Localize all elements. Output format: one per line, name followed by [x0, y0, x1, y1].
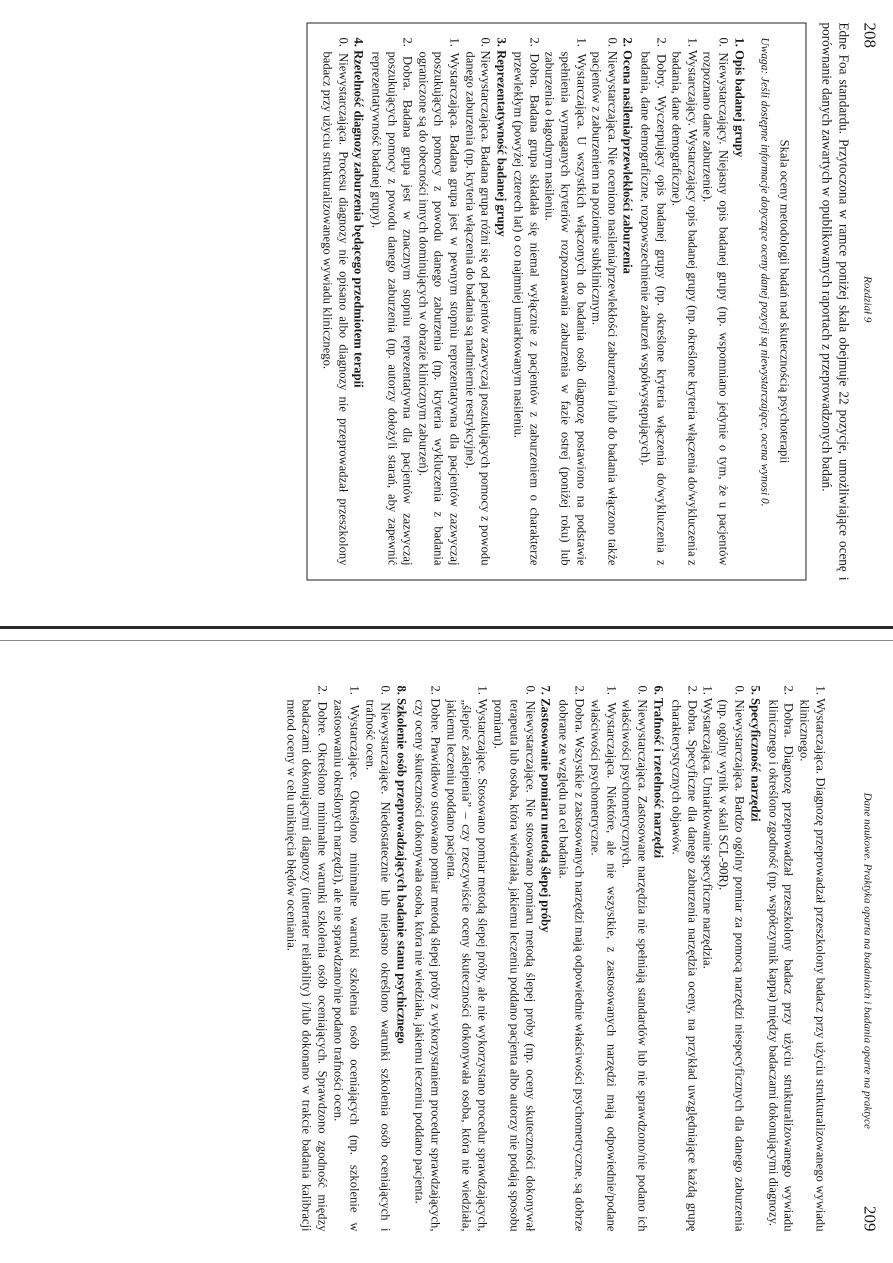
intro-paragraph: Edne Foa standardu. Przytoczona w ramce poniżej skala obejmuje 22 pozycje, umożliwiające ocenę i porównanie danych zawartych w opublikowanych raportach z przeprowadzonych badań. — [819, 22, 851, 580]
rating-option: 0. Niewystarczające. Niedostatecznie lub niejasno określono warunki szkolenia osób oceniających i trafność ocen. — [362, 685, 393, 1231]
section-title: 4. Rzetelność diagnozy zaburzenia będącego przedmiotem terapii — [351, 37, 366, 388]
rating-option: 2. Dobra. Diagnozę przeprowadzał przeszkolony badacz przy użyciu strukturalizowanego wywiadu klinicznego i określono zgodność (np. współczynnik kappa) między badaczami dokonującymi diagnozy. — [765, 685, 796, 1231]
rating-option: 2. Dobra. Badana grupa jest w znacznym stopniu reprezentatywna dla pacjentów zazwyczaj poszukujących pomocy z powodu danego zaburzenia (np. autorzy dołożyli starań, aby zapewnić reprezentatywność badanej grupy). — [368, 37, 415, 565]
rating-option: 1. Wystarczająca. Niektóre, ale nie wszystkie, z zastosowanych narzędzi mają odpowiednie/podane właściwości psychometryczne. — [587, 685, 618, 1231]
section-title: 1. Opis badanej grupy — [731, 37, 746, 157]
page-209 — [0, 663, 893, 1263]
page-208 — [0, 0, 893, 600]
rating-option: 1. Wystarczająca. U wszystkich włączonych do badania osób diagnozę postawiono na podstawie spełnienia wymaganych kryteriów rozpoznawania zaburzenia w fazie ostrej (poniżej roku) lub zaburzenia o łagodnym nasileniu. — [542, 37, 588, 565]
section-title: 5. Specyficzność narzędzi — [747, 685, 762, 822]
running-head — [859, 685, 879, 1231]
page-number: 209 — [860, 1205, 879, 1231]
chapter-title: Rozdział 9 — [861, 275, 873, 322]
rating-option: 0. Niewystarczająca. Bardzo ogólny pomiar za pomocą narzędzi niespecyficznych dla danego zaburzenia (np. ogólny wynik w skali SCL-90R). — [716, 685, 747, 1231]
rating-option: 0. Niewystarczająca. Zastosowane narzędzia nie spełniają standardów lub nie sprawdzono/nie podano ich właściwości psychometrycznych. — [619, 685, 650, 1231]
rating-option: 1. Wystarczający. Wystarczający opis badanej grupy (np. określone kryteria włączenia do/wykluczenia z badania, dane demograficzne). — [669, 37, 699, 565]
rating-option: 2. Dobry. Wyczerpujący opis badanej grupy (np. określone kryteria włączenia do/wykluczenia z badania, dane demograficzne, rozpowszechnienie zaburzeń współwystępujących). — [638, 37, 668, 565]
rating-option: 0. Niewystarczający. Niejasny opis badanej grupy (np. wspomniano jedynie o tym, że u pacjentów rozpoznano dane zaburzenie). — [700, 37, 731, 565]
rating-option: 2. Dobre. Określono minimalne warunki szkolenia osób oceniających. Sprawdzono zgodność między badaczami dokonującymi diagnozy (interrater reliability) i/lub dokonano w trakcie badania kalibracji metod oceny w celu uniknięcia błędów oceniania. — [283, 685, 330, 1231]
section-title: 7. Zastosowanie pomiaru metodą ślepej próby — [538, 685, 553, 932]
page-gutter-shadow — [0, 640, 893, 641]
rating-option: 0. Niewystarczająca. Badana grupa różni się od pacjentów zazwyczaj poszukujących pomocy z powodu danego zaburzenia (np. kryteria włączenia do badania są nadmiernie restrykcyjne). — [462, 37, 493, 565]
rating-option: 1. Wystarczająca. Diagnozę przeprowadzał przeszkolony badacz przy użyciu strukturalizowanego wywiadu klinicznego. — [797, 685, 827, 1231]
rating-option: 2. Dobra. Badana grupa składała się niemal wyłącznie z pacjentów z zaburzeniem o charakterze przewlekłym (powyżej czterech lat) o co najmniej umiarkowanym nasileniu. — [511, 37, 541, 565]
section-title: 3. Reprezentatywność badanej grupy — [493, 37, 508, 237]
section-title: 2. Ocena nasilenia/przewlekłości zaburzenia — [620, 37, 635, 274]
rating-option: 2. Dobra. Wszystkie z zastosowanych narzędzi mają odpowiednie właściwości psychometryczne, są dobrze dobrane ze względu na cel badania. — [556, 685, 587, 1231]
rating-option: 0. Niewystarczająca. Nie oceniono nasilenia/przewlekłości zaburzenia i/lub do badania włączono także pacjentów z zaburzeniem na poziomie subklinicznym. — [589, 37, 619, 565]
running-head — [859, 22, 879, 580]
rating-option: 1. Wystarczające. Określono minimalne warunki szkolenia osób oceniających (np. szkolenie w zastosowaniu określonych narzędzi), ale nie sprawdzano/nie podano trafności ocen. — [331, 685, 361, 1231]
rating-option: 1. Wystarczająca. Badana grupa jest w pewnym stopniu reprezentatywna dla pacjentów zazwyczaj poszukujących pomocy z powodu danego zaburzenia (np. kryteria wykluczenia z badania ograniczone są do obecności innych dominujących w obrazie klinicznym zaburzeń). — [415, 37, 461, 565]
chapter-title: Dane naukowe. Praktyka oparta na badaniach i badania oparte na praktyce — [861, 792, 873, 1129]
scale-continuation — [282, 685, 827, 1231]
rating-option: 2. Dobra. Specyficzne dla danego zaburzenia narzędzia oceny, na przykład uwzględniające każdą grupę charakterystycznych objawów. — [668, 685, 699, 1231]
rating-option: 1. Wystarczająca. Umiarkowanie specyficzne narzędzia. — [700, 685, 715, 969]
scale-box — [306, 22, 806, 580]
rating-option: 0. Niewystarczająca. Procesu diagnozy nie opisano albo diagnozy nie przeprowadzał przeszkolony badacz przy użyciu strukturalizowanego wywiadu klinicznego. — [320, 37, 350, 565]
box-heading: Skala oceny metodologii badań nad skutecznością psychoterapii — [776, 139, 791, 463]
section-title: 6. Trafność i rzetelność narzędzi — [651, 685, 666, 858]
page-gutter-line — [0, 626, 893, 629]
section-title: 8. Szkolenie osób przeprowadzających badanie stanu psychicznego — [394, 685, 409, 1044]
box-note: Uwaga: Jeśli dostępne informacje dotyczące oceny danej pozycji są niewystarczające, ocena wynosi 0. — [758, 37, 771, 507]
rating-option: 1. Wystarczające. Stosowano pomiar metodą ślepej próby, ale nie wykorzystano procedur sprawdzających, „ślepieć zaślepienia” – czy rzeczywiście oceny skuteczności dokonywała osoba, która nie wiedziała, jakiemu leczeniu poddano pacjenta. — [443, 685, 490, 1231]
rating-option: 2. Dobre. Prawidłowo stosowano pomiar metodą ślepej próby z wykorzystaniem procedur sprawdzających, czy oceny skuteczności dokonywała osoba, która nie wiedziała, jakiemu leczeniu poddano pacjenta. — [412, 685, 442, 1231]
rating-option: 0. Niewystarczające. Nie stosowano pomiaru metodą ślepej próby (np. oceny skuteczności dokonywał terapeuta lub osoba, która wiedziała, jakiemu leczeniu poddano pacjenta albo autorzy nie podają sposobu pomiaru). — [491, 685, 537, 1231]
page-number: 208 — [860, 22, 879, 48]
